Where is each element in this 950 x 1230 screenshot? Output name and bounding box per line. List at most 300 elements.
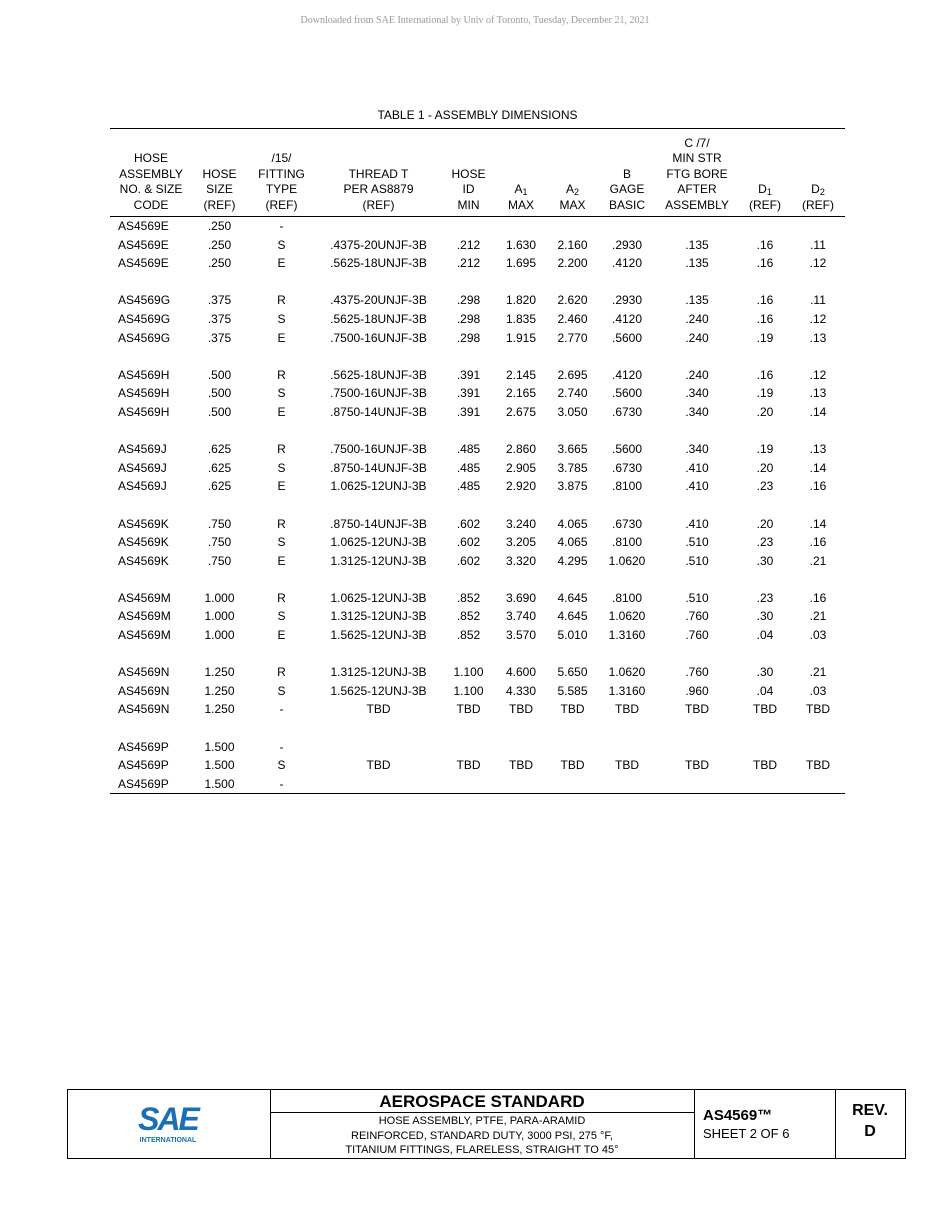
cell-code: AS4569G bbox=[118, 330, 171, 345]
cell-code: AS4569G bbox=[118, 293, 171, 308]
cell-b: 1.3160 bbox=[608, 628, 646, 643]
cell-d1: .04 bbox=[756, 628, 774, 643]
cell-d1: .20 bbox=[756, 516, 774, 531]
cell-hose-id: .602 bbox=[456, 516, 481, 531]
cell-b: .5600 bbox=[611, 386, 643, 401]
cell-size: 1.250 bbox=[204, 702, 235, 717]
cell-size: 1.000 bbox=[204, 609, 235, 624]
cell-c: .410 bbox=[685, 479, 709, 494]
cell-a2: 4.295 bbox=[557, 553, 588, 568]
cell-a1 bbox=[496, 775, 546, 794]
cell-c: .510 bbox=[685, 590, 709, 605]
cell-a1: 3.570 bbox=[505, 628, 537, 643]
spacer-cell bbox=[110, 645, 845, 664]
table-row bbox=[110, 291, 845, 310]
cell-fitting: E bbox=[277, 479, 286, 494]
cell-size: 1.000 bbox=[204, 628, 235, 643]
cell-hose-id bbox=[441, 738, 496, 757]
cell-a2: TBD bbox=[560, 702, 585, 717]
cell-a1: 3.205 bbox=[505, 535, 537, 550]
cell-code: AS4569K bbox=[118, 516, 169, 531]
cell-hose-id: .852 bbox=[456, 628, 481, 643]
cell-hose-id: .852 bbox=[456, 609, 481, 624]
title-block bbox=[67, 1089, 906, 1159]
cell-hose-id: .485 bbox=[456, 442, 481, 457]
cell-d1: .16 bbox=[756, 256, 774, 271]
spacer-cell bbox=[110, 496, 845, 515]
cell-d2: .03 bbox=[809, 683, 827, 698]
cell-c: .340 bbox=[685, 386, 709, 401]
cell-hose-id: .852 bbox=[456, 590, 481, 605]
cell-a2 bbox=[546, 217, 599, 236]
cell-fitting: R bbox=[277, 516, 286, 531]
cell-b: .2930 bbox=[611, 293, 643, 308]
group-spacer bbox=[110, 570, 845, 589]
cell-b: TBD bbox=[615, 758, 639, 773]
cell-size: 1.500 bbox=[192, 775, 247, 794]
table-row bbox=[110, 515, 845, 534]
cell-code: AS4569P bbox=[118, 758, 169, 773]
cell-size: 1.500 bbox=[204, 739, 235, 754]
cell-size: 1.500 bbox=[204, 758, 235, 773]
cell-thread bbox=[316, 738, 441, 757]
cell-c bbox=[655, 217, 739, 236]
cell-size: .250 bbox=[207, 256, 232, 271]
cell-d2: TBD bbox=[806, 702, 830, 717]
cell-a1 bbox=[496, 217, 546, 236]
cell-size: .750 bbox=[207, 553, 232, 568]
cell-c: .760 bbox=[685, 665, 709, 680]
cell-a2: 2.695 bbox=[557, 367, 588, 382]
document-number: AS4569™ bbox=[703, 1107, 773, 1124]
standard-title-cell bbox=[270, 1090, 695, 1158]
header-b-gage: B GAGE BASIC bbox=[599, 129, 655, 217]
cell-size: .500 bbox=[207, 367, 232, 382]
cell-thread: 1.5625-12UNJ-3B bbox=[330, 628, 427, 643]
cell-a1: 4.330 bbox=[505, 683, 537, 698]
cell-a2: 3.785 bbox=[557, 460, 588, 475]
cell-b: 1.0620 bbox=[608, 609, 646, 624]
header-d2: $D_2$ (REF) bbox=[791, 129, 845, 217]
table-row bbox=[110, 738, 845, 757]
cell-fitting: S bbox=[277, 237, 286, 252]
cell-fitting: - bbox=[247, 775, 316, 794]
group-spacer bbox=[110, 347, 845, 366]
cell-c: .760 bbox=[685, 628, 709, 643]
cell-d2: .03 bbox=[809, 628, 827, 643]
table-row bbox=[110, 217, 845, 236]
cell-fitting: S bbox=[277, 758, 286, 773]
spacer-cell bbox=[110, 347, 845, 366]
cell-hose-id bbox=[441, 217, 496, 236]
cell-b bbox=[599, 738, 655, 757]
cell-fitting: S bbox=[277, 535, 286, 550]
cell-fitting: R bbox=[277, 367, 286, 382]
cell-d1: .30 bbox=[756, 665, 774, 680]
cell-c: .340 bbox=[685, 404, 709, 419]
cell-a2: 4.065 bbox=[557, 535, 588, 550]
cell-d2: .12 bbox=[809, 256, 827, 271]
download-watermark: Downloaded from SAE International by Univ of Toronto, Tuesday, December 21, 2021 bbox=[300, 15, 650, 26]
cell-a2 bbox=[546, 775, 599, 794]
table-row bbox=[110, 700, 845, 719]
cell-code: AS4569P bbox=[110, 775, 192, 794]
table-row bbox=[110, 756, 845, 775]
table-row bbox=[110, 329, 845, 348]
standard-title: AEROSPACE STANDARD bbox=[270, 1090, 694, 1113]
cell-hose-id: TBD bbox=[456, 702, 481, 717]
cell-b: 1.3160 bbox=[608, 683, 646, 698]
table-row bbox=[110, 459, 845, 478]
table-row bbox=[110, 254, 845, 273]
cell-d1: .20 bbox=[756, 404, 774, 419]
cell-fitting: S bbox=[277, 386, 286, 401]
cell-b: .6730 bbox=[611, 516, 643, 531]
cell-thread bbox=[316, 775, 441, 794]
cell-c: .240 bbox=[685, 330, 709, 345]
cell-fitting: R bbox=[277, 665, 286, 680]
cell-thread: 1.0625-12UNJ-3B bbox=[330, 535, 427, 550]
cell-a1: 4.600 bbox=[505, 665, 537, 680]
cell-a2: 2.770 bbox=[557, 330, 588, 345]
spacer-cell bbox=[110, 422, 845, 441]
cell-d1: .19 bbox=[756, 442, 774, 457]
cell-code: AS4569K bbox=[118, 553, 169, 568]
cell-thread: .7500-16UNJF-3B bbox=[330, 442, 427, 457]
table-title: TABLE 1 - ASSEMBLY DIMENSIONS bbox=[377, 108, 578, 122]
group-spacer bbox=[110, 719, 845, 738]
cell-a1: 1.915 bbox=[505, 330, 537, 345]
cell-a2: 2.620 bbox=[557, 293, 588, 308]
cell-size: .375 bbox=[207, 293, 232, 308]
cell-b: .2930 bbox=[611, 237, 643, 252]
cell-c: .340 bbox=[685, 442, 709, 457]
table-row bbox=[110, 626, 845, 645]
cell-hose-id: .298 bbox=[456, 330, 481, 345]
cell-thread: .5625-18UNJF-3B bbox=[330, 367, 427, 382]
sae-logo-wordmark: SAE bbox=[138, 1101, 198, 1137]
cell-a2: 4.645 bbox=[557, 590, 588, 605]
cell-d1 bbox=[739, 217, 791, 236]
cell-hose-id: TBD bbox=[456, 758, 481, 773]
cell-code: AS4569N bbox=[118, 665, 170, 680]
cell-b: .6730 bbox=[611, 460, 643, 475]
cell-b: TBD bbox=[615, 702, 639, 717]
cell-d2: .14 bbox=[809, 404, 827, 419]
cell-b bbox=[599, 217, 655, 236]
cell-a1: 1.630 bbox=[505, 237, 537, 252]
cell-code: AS4569K bbox=[118, 535, 169, 550]
cell-a2: 3.665 bbox=[557, 442, 588, 457]
cell-a2: TBD bbox=[560, 758, 585, 773]
cell-thread: TBD bbox=[366, 702, 391, 717]
cell-size: .375 bbox=[207, 330, 232, 345]
cell-code: AS4569H bbox=[118, 386, 170, 401]
cell-thread: .8750-14UNJF-3B bbox=[330, 404, 427, 419]
cell-b bbox=[599, 775, 655, 794]
cell-a2: 5.650 bbox=[557, 665, 588, 680]
cell-b: .4120 bbox=[611, 311, 643, 326]
cell-code: AS4569J bbox=[118, 479, 167, 494]
cell-c bbox=[655, 775, 739, 794]
cell-d2: .13 bbox=[809, 386, 827, 401]
cell-a1: 2.905 bbox=[505, 460, 537, 475]
cell-c: .510 bbox=[685, 553, 709, 568]
table-row bbox=[110, 552, 845, 571]
cell-d1: .19 bbox=[756, 330, 774, 345]
cell-thread: .5625-18UNJF-3B bbox=[330, 256, 427, 271]
spacer-cell bbox=[110, 570, 845, 589]
cell-a2: 4.065 bbox=[557, 516, 588, 531]
cell-thread: 1.3125-12UNJ-3B bbox=[330, 665, 427, 680]
cell-d2: .14 bbox=[809, 460, 827, 475]
cell-size: .750 bbox=[207, 535, 232, 550]
cell-c: .410 bbox=[685, 516, 709, 531]
cell-d2 bbox=[791, 738, 845, 757]
cell-hose-id: .298 bbox=[456, 311, 481, 326]
cell-a1: 3.240 bbox=[505, 516, 537, 531]
table-row bbox=[110, 533, 845, 552]
cell-c bbox=[655, 738, 739, 757]
cell-a2: 5.010 bbox=[557, 628, 588, 643]
table-row bbox=[110, 440, 845, 459]
cell-b: .6730 bbox=[611, 404, 643, 419]
cell-fitting: - bbox=[279, 219, 284, 233]
cell-code: AS4569E bbox=[118, 237, 169, 252]
cell-fitting: E bbox=[277, 628, 286, 643]
cell-a1: 2.860 bbox=[505, 442, 537, 457]
cell-a2: 2.740 bbox=[557, 386, 588, 401]
cell-size: .250 bbox=[207, 237, 232, 252]
cell-thread: .7500-16UNJF-3B bbox=[330, 386, 427, 401]
cell-d1: .04 bbox=[756, 683, 774, 698]
table-row bbox=[110, 366, 845, 385]
cell-code: AS4569N bbox=[118, 702, 170, 717]
cell-fitting: E bbox=[277, 256, 286, 271]
header-thread: THREAD T PER AS8879 (REF) bbox=[316, 129, 441, 217]
cell-code: AS4569E bbox=[118, 256, 169, 271]
cell-d1: .30 bbox=[756, 609, 774, 624]
cell-hose-id bbox=[441, 775, 496, 794]
cell-thread: .4375-20UNJF-3B bbox=[330, 237, 427, 252]
cell-a1: 3.320 bbox=[505, 553, 537, 568]
cell-a1: 2.675 bbox=[505, 404, 537, 419]
table-header-row bbox=[110, 129, 845, 217]
cell-fitting: E bbox=[277, 330, 286, 345]
header-code: HOSE ASSEMBLY NO. & SIZE CODE bbox=[110, 129, 192, 217]
header-a2: $A_2$ MAX bbox=[546, 129, 599, 217]
cell-c: .510 bbox=[685, 535, 709, 550]
cell-a1: 2.920 bbox=[505, 479, 537, 494]
cell-hose-id: .298 bbox=[456, 293, 481, 308]
cell-d1: .23 bbox=[756, 479, 774, 494]
cell-b: .8100 bbox=[611, 479, 643, 494]
cell-hose-id: .391 bbox=[456, 386, 481, 401]
cell-fitting: R bbox=[277, 442, 286, 457]
cell-code: AS4569M bbox=[118, 609, 171, 624]
revision-cell bbox=[835, 1090, 905, 1158]
cell-d2: .14 bbox=[809, 516, 827, 531]
cell-a1: 1.835 bbox=[505, 311, 537, 326]
cell-a1: 3.690 bbox=[505, 590, 537, 605]
cell-d2: .21 bbox=[809, 553, 827, 568]
header-fitting-type: /15/ FITTING TYPE (REF) bbox=[247, 129, 316, 217]
cell-code: AS4569H bbox=[118, 404, 170, 419]
cell-d1: TBD bbox=[753, 702, 777, 717]
cell-d2: .11 bbox=[810, 293, 826, 308]
cell-thread: .7500-16UNJF-3B bbox=[330, 330, 427, 345]
cell-b: .8100 bbox=[611, 535, 643, 550]
cell-c: .240 bbox=[685, 311, 709, 326]
cell-fitting: E bbox=[277, 404, 286, 419]
cell-c: TBD bbox=[685, 702, 709, 717]
table-row bbox=[110, 477, 845, 496]
table-row bbox=[110, 310, 845, 329]
cell-a2: 2.200 bbox=[557, 256, 588, 271]
cell-d1: TBD bbox=[753, 758, 777, 773]
spacer-cell bbox=[110, 719, 845, 738]
cell-size: .750 bbox=[207, 516, 232, 531]
cell-code: AS4569M bbox=[118, 590, 171, 605]
cell-d1: .16 bbox=[756, 311, 774, 326]
cell-d1: .16 bbox=[756, 237, 774, 252]
cell-fitting: R bbox=[277, 590, 286, 605]
cell-hose-id: .602 bbox=[456, 535, 481, 550]
cell-d1 bbox=[739, 775, 791, 794]
cell-fitting: E bbox=[277, 553, 286, 568]
cell-d2: .13 bbox=[809, 442, 827, 457]
cell-a1 bbox=[496, 738, 546, 757]
cell-fitting: - bbox=[279, 739, 284, 754]
cell-size: 1.250 bbox=[204, 665, 235, 680]
cell-b: .5600 bbox=[611, 330, 643, 345]
cell-d1: .16 bbox=[756, 367, 774, 382]
cell-d2 bbox=[791, 775, 845, 794]
cell-d1: .23 bbox=[756, 590, 774, 605]
cell-hose-id: 1.100 bbox=[453, 665, 484, 680]
cell-c: .760 bbox=[685, 609, 709, 624]
standard-subtitle: HOSE ASSEMBLY, PTFE, PARA-ARAMID REINFORCED, STANDARD DUTY, 3000 PSI, 275 °F, TITANIUM FITTINGS, FLARELESS, STRAIGHT TO 45° bbox=[345, 1115, 619, 1156]
cell-fitting: S bbox=[277, 609, 286, 624]
cell-d1: .20 bbox=[756, 460, 774, 475]
cell-d2: .12 bbox=[809, 367, 827, 382]
cell-size: .625 bbox=[207, 479, 232, 494]
document-number-cell bbox=[694, 1090, 836, 1158]
revision-value: D bbox=[864, 1123, 876, 1140]
table-row bbox=[110, 663, 845, 682]
cell-d2 bbox=[791, 217, 845, 236]
cell-code: AS4569G bbox=[118, 311, 171, 326]
cell-fitting: R bbox=[277, 293, 286, 308]
cell-code: AS4569J bbox=[118, 460, 167, 475]
cell-a1: TBD bbox=[509, 758, 533, 773]
cell-size: .500 bbox=[207, 386, 232, 401]
cell-a1: 2.165 bbox=[505, 386, 537, 401]
cell-c: TBD bbox=[685, 758, 709, 773]
cell-d2: .16 bbox=[809, 479, 827, 494]
cell-d2: .12 bbox=[809, 311, 827, 326]
cell-thread: 1.0625-12UNJ-3B bbox=[330, 590, 427, 605]
cell-a2 bbox=[546, 738, 599, 757]
cell-thread: .8750-14UNJF-3B bbox=[330, 516, 427, 531]
header-d1: $D_1$ (REF) bbox=[739, 129, 791, 217]
header-hose-size: HOSE SIZE (REF) bbox=[192, 129, 247, 217]
cell-hose-id: .212 bbox=[456, 237, 481, 252]
cell-d1 bbox=[739, 738, 791, 757]
sheet-number: SHEET 2 OF 6 bbox=[703, 1126, 790, 1141]
cell-thread: 1.3125-12UNJ-3B bbox=[330, 609, 427, 624]
cell-d2: .21 bbox=[809, 609, 827, 624]
cell-a2: 2.460 bbox=[557, 311, 588, 326]
cell-code: AS4569P bbox=[118, 739, 169, 754]
cell-c: .135 bbox=[685, 237, 709, 252]
spacer-cell bbox=[110, 273, 845, 292]
table-body bbox=[110, 217, 845, 794]
cell-fitting: S bbox=[277, 460, 286, 475]
cell-a1: 1.820 bbox=[505, 293, 537, 308]
cell-thread: 1.3125-12UNJ-3B bbox=[330, 553, 427, 568]
cell-hose-id: .602 bbox=[456, 553, 481, 568]
table-row bbox=[110, 403, 845, 422]
cell-hose-id: 1.100 bbox=[453, 683, 484, 698]
cell-size: 1.250 bbox=[204, 683, 235, 698]
cell-code: AS4569M bbox=[118, 628, 171, 643]
cell-d1: .23 bbox=[756, 535, 774, 550]
cell-thread: 1.0625-12UNJ-3B bbox=[330, 479, 427, 494]
header-c-bore: C /7/ MIN STR FTG BORE AFTER ASSEMBLY bbox=[655, 129, 739, 217]
cell-b: .4120 bbox=[611, 256, 643, 271]
cell-a1: 1.695 bbox=[505, 256, 537, 271]
cell-hose-id: .391 bbox=[456, 367, 481, 382]
cell-code: AS4569J bbox=[118, 442, 167, 457]
cell-size: .625 bbox=[207, 460, 232, 475]
cell-b: .4120 bbox=[611, 367, 643, 382]
cell-thread: .5625-18UNJF-3B bbox=[330, 311, 427, 326]
cell-c: .135 bbox=[685, 293, 709, 308]
sae-logo-cell bbox=[68, 1090, 271, 1158]
cell-fitting: S bbox=[277, 311, 286, 326]
cell-size: .250 bbox=[207, 219, 232, 233]
group-spacer bbox=[110, 422, 845, 441]
cell-d2: .21 bbox=[809, 665, 827, 680]
cell-thread bbox=[316, 217, 441, 236]
cell-size: 1.000 bbox=[204, 590, 235, 605]
header-a1: $A_1$ MAX bbox=[496, 129, 546, 217]
table-row bbox=[110, 384, 845, 403]
cell-a2: 3.875 bbox=[557, 479, 588, 494]
sae-logo-subtext: INTERNATIONAL bbox=[139, 1137, 197, 1144]
cell-hose-id: .212 bbox=[456, 256, 481, 271]
cell-size: .625 bbox=[207, 442, 232, 457]
cell-a2: 3.050 bbox=[557, 404, 588, 419]
cell-d1: .30 bbox=[756, 553, 774, 568]
group-spacer bbox=[110, 496, 845, 515]
table-row bbox=[110, 236, 845, 255]
cell-a1: 2.145 bbox=[505, 367, 537, 382]
cell-c: .410 bbox=[685, 460, 709, 475]
cell-size: .375 bbox=[207, 311, 232, 326]
cell-d2: .13 bbox=[809, 330, 827, 345]
cell-hose-id: .485 bbox=[456, 479, 481, 494]
cell-d2: .16 bbox=[809, 590, 827, 605]
cell-a2: 5.585 bbox=[557, 683, 588, 698]
cell-thread: .4375-20UNJF-3B bbox=[330, 293, 427, 308]
header-hose-id: HOSE ID MIN bbox=[441, 129, 496, 217]
cell-code: AS4569N bbox=[118, 683, 170, 698]
sae-logo-icon bbox=[136, 1100, 206, 1146]
cell-a2: 2.160 bbox=[557, 237, 588, 252]
cell-b: .8100 bbox=[611, 590, 643, 605]
